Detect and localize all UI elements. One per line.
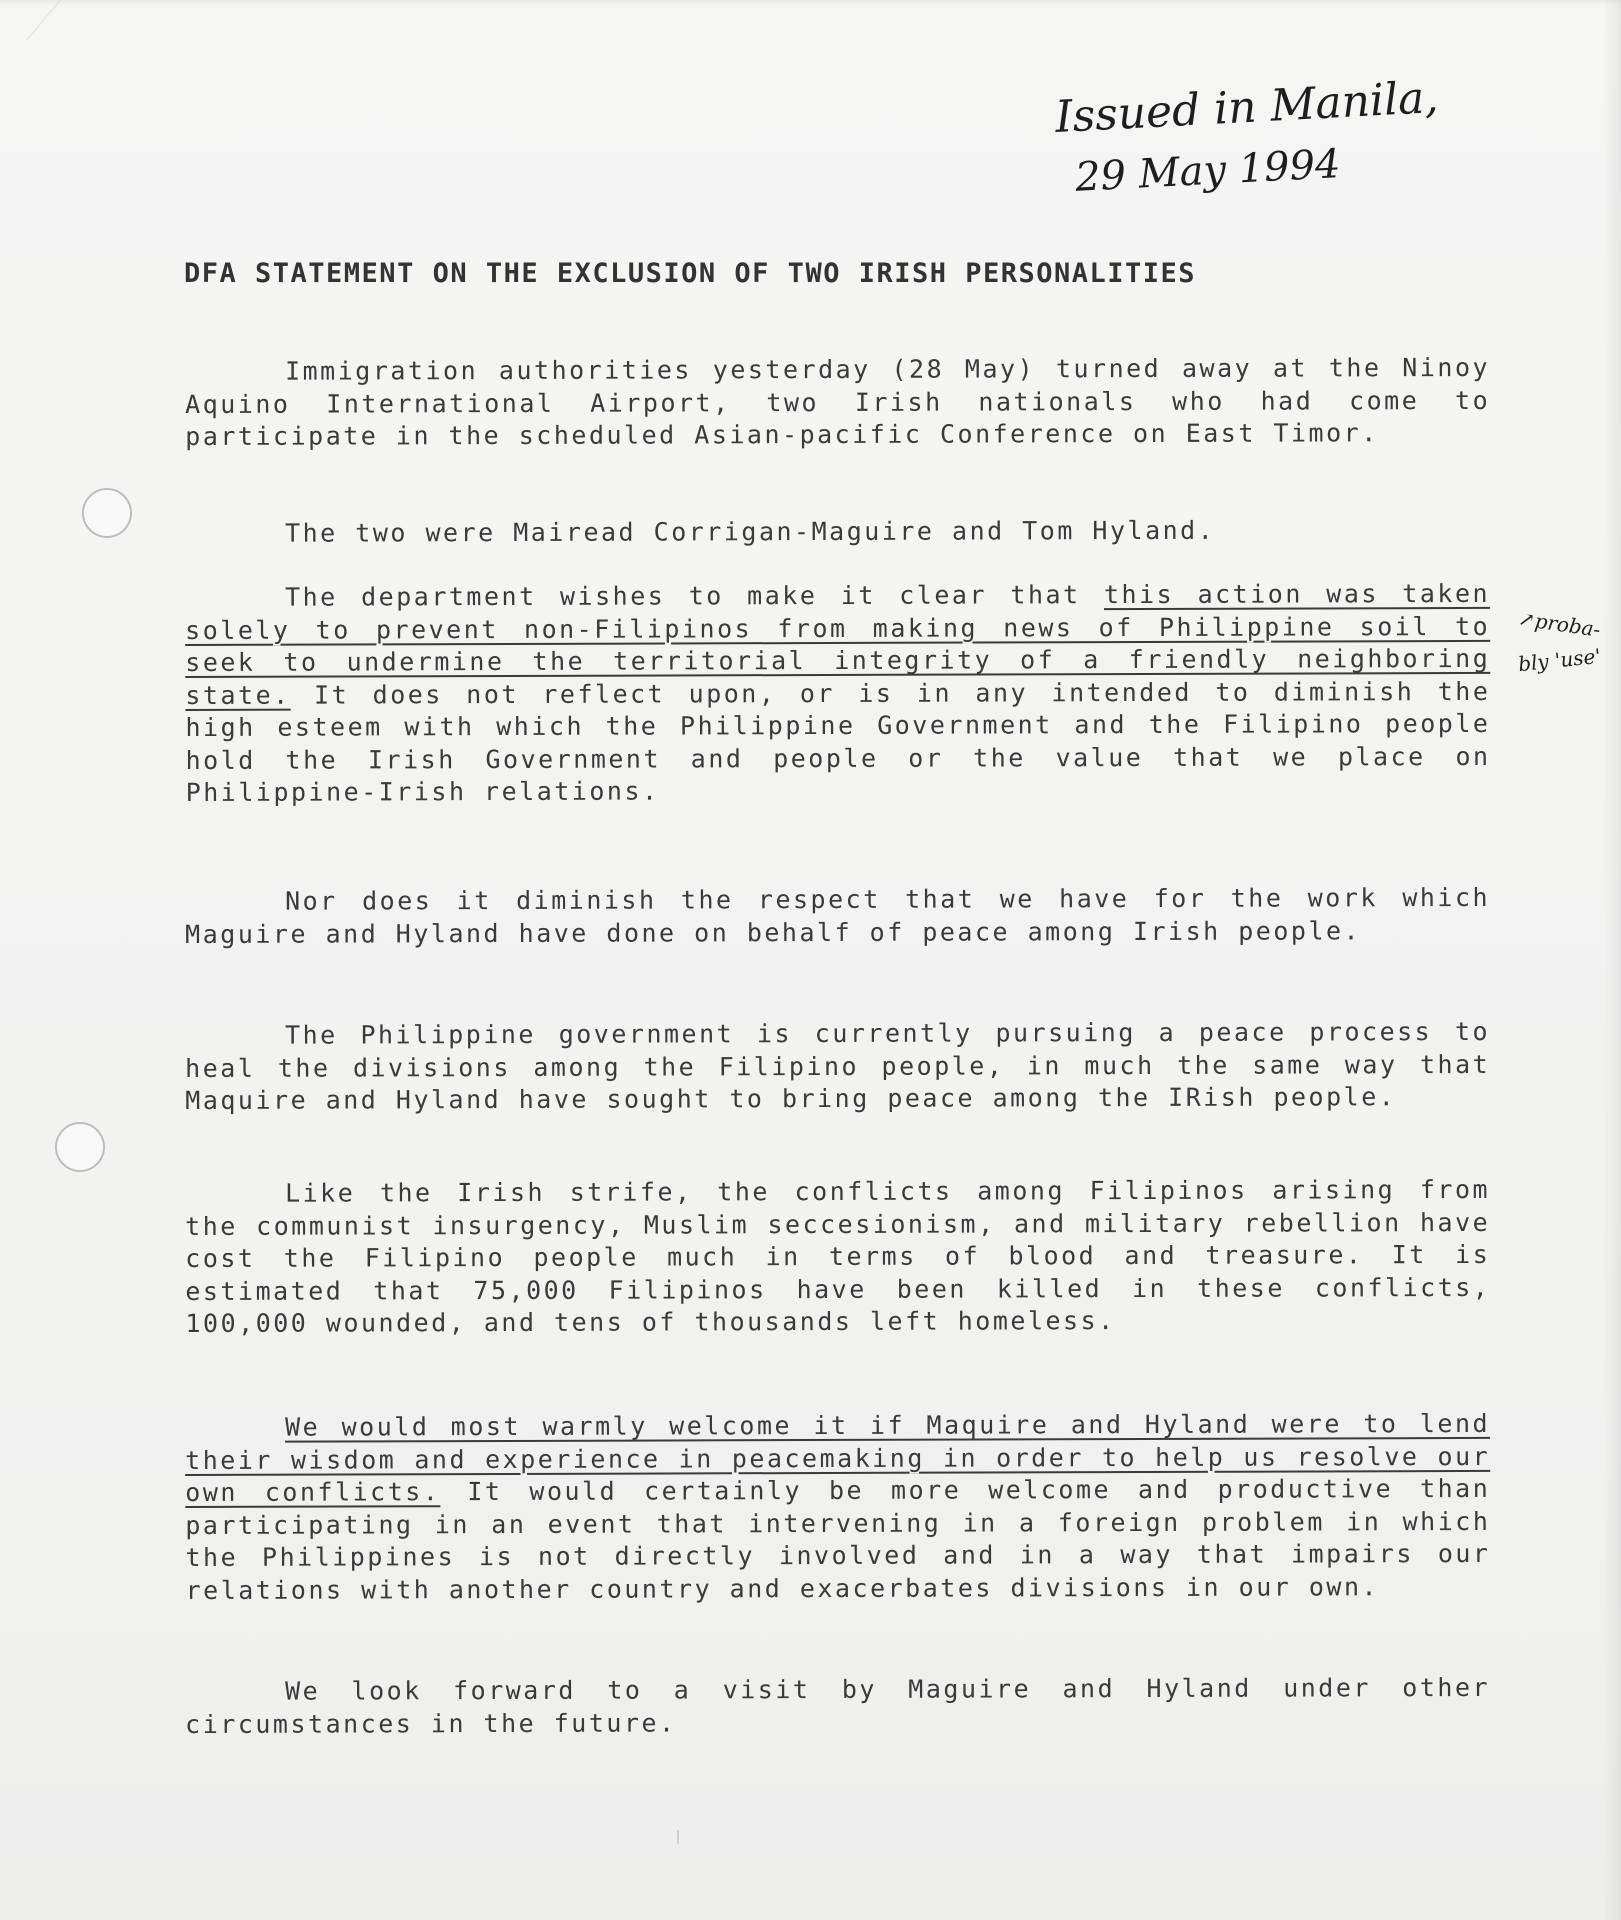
p3-start-text: The department wishes to make it clear that bbox=[285, 580, 1105, 612]
document-title: DFA STATEMENT ON THE EXCLUSION OF TWO IRISH PERSONALITIES bbox=[184, 258, 1197, 289]
handwritten-margin-note-line1: ↗proba- bbox=[1516, 606, 1602, 642]
punch-hole-top bbox=[82, 488, 132, 538]
page-right-shadow bbox=[1603, 0, 1621, 1920]
paragraph-respect: Nor does it diminish the respect that we have for the work which Maguire and Hyland have done on behalf of peace among Irish people. bbox=[185, 882, 1491, 949]
paragraph-welcome bbox=[185, 1408, 1491, 1607]
paragraph-immigration: Immigration authorities yesterday (28 May) turned away at the Ninoy Aquino International Airport, two Irish nationals who had come to participate in the scheduled Asian-pacific Conference on East Timor. bbox=[185, 352, 1491, 451]
p7-underlined-text: We would most warmly welcome it if Maquire and Hyland were to lend their wisdom and experience in peacemaking in order to help us resolve our own conflicts. bbox=[185, 1408, 1491, 1507]
scan-artifact-mark bbox=[677, 1830, 679, 1844]
punch-hole-bottom bbox=[55, 1122, 105, 1172]
paragraph-conflicts: Like the Irish strife, the conflicts among Filipinos arising from the communist insurgency, Muslim seccesionism, and military rebellion have cost the Filipino people much in terms of blood and treasure. It is estimated that 75,000 Filipinos have been killed in these conflicts, 100,000 wounded, and tens of thousands left homeless. bbox=[185, 1174, 1491, 1338]
page-top-edge bbox=[0, 0, 1621, 6]
corner-fold-mark bbox=[0, 0, 61, 40]
handwritten-issued-location: Issued in Manila, bbox=[1053, 72, 1440, 143]
p3-end-text: It does not reflect upon, or is in any intended to diminish the high esteem with which the Philippine Government and the Filipino people hold the Irish Government and people or the value that we place on Philippine-Irish relations. bbox=[185, 676, 1491, 807]
paragraph-peace-process: The Philippine government is currently pursuing a peace process to heal the divisions among the Filipino people, in much the same way that Maquire and Hyland have sought to bring peace among the IRish people. bbox=[185, 1016, 1491, 1115]
p7-end-text: It would certainly be more welcome and productive than participating in an event that intervening in a foreign problem in which the Philippines is not directly involved and in a way that impairs our relations with another country and exacerbates divisions in our own. bbox=[185, 1473, 1491, 1605]
handwritten-margin-note-line2: bly 'use' bbox=[1516, 643, 1602, 677]
p3-underlined-text: this action was taken solely to prevent non-Filipinos from making news of Philippine soil to seek to undermine the territorial integrity of a friendly neighboring state. bbox=[185, 578, 1491, 710]
handwritten-issued-date: 29 May 1994 bbox=[1073, 141, 1342, 201]
paragraph-closing: We look forward to a visit by Maguire and Hyland under other circumstances in the future. bbox=[185, 1672, 1491, 1739]
paragraph-department-position bbox=[185, 578, 1491, 810]
paragraph-names: The two were Mairead Corrigan-Maguire and Tom Hyland. bbox=[285, 515, 1216, 548]
